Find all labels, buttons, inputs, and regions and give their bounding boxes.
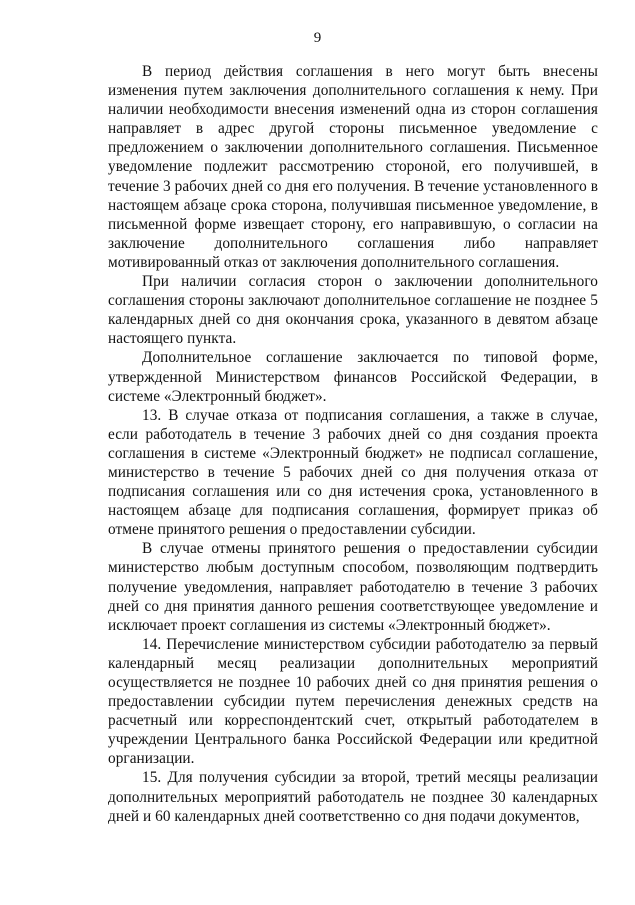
paragraph-agreement-consent: При наличии согласия сторон о заключении дополнительного соглашения стороны заключают дополнительное соглашение не позднее 5 календарных дней со дня окончания срока, указанного в девятом абзаце настоящего пункта. xyxy=(108,273,598,348)
paragraph-item-15: 15. Для получения субсидии за второй, третий месяцы реализации дополнительных мероприятий работодатель не позднее 30 календарных дней и 60 календарных дней соответственно со дня подачи документов, xyxy=(108,769,598,825)
paragraph-item-13: 13. В случае отказа от подписания соглашения, а также в случае, если работодатель в течение 3 рабочих дней со дня создания проекта соглашения в системе «Электронный бюджет» не подписал соглашение, министерство в течение 5 рабочих дней со дня получения отказа от подписания соглашения или со дня истечения срока, установленного в настоящем абзаце для подписания соглашения, формирует приказ об отмене принятого решения о предоставлении субсидии. xyxy=(108,406,598,539)
paragraph-cancellation-notice: В случае отмены принятого решения о предоставлении субсидии министерство любым доступным способом, позволяющим подтвердить получение уведомления, направляет работодателю в течение 3 рабочих дней со дня принятия данного решения соответствующее уведомление и исключает проект соглашения из системы «Электронный бюджет». xyxy=(108,540,598,634)
paragraph-item-14: 14. Перечисление министерством субсидии работодателю за первый календарный месяц реализации дополнительных мероприятий осуществляется не позднее 10 рабочих дней со дня принятия решения о предоставлении субсидии путем перечисления денежных средств на расчетный или корреспондентский счет, открытый работодателем в учреждении Центрального банка Российской Федерации или кредитной организации. xyxy=(108,635,598,768)
paragraph-amendment-procedure: В период действия соглашения в него могут быть внесены изменения путем заключения дополнительного соглашения к нему. При наличии необходимости внесения изменений одна из сторон соглашения направляет в адрес другой стороны письменное уведомление с предложением о заключении дополнительного соглашения. Письменное уведомление подлежит рассмотрению стороной, его получившей, в течение 3 рабочих дней со дня его получения. В течение установленного в настоящем абзаце срока сторона, получившая письменное уведомление, в письменной форме извещает сторону, его направившую, о согласии на заключение дополнительного соглашения либо направляет мотивированный отказ от заключения дополнительного соглашения. xyxy=(108,63,598,271)
paragraph-standard-form: Дополнительное соглашение заключается по типовой форме, утвержденной Министерством финансов Российской Федерации, в системе «Электронный бюджет». xyxy=(108,349,598,405)
page-number: 9 xyxy=(313,30,322,46)
document-body xyxy=(108,62,598,826)
